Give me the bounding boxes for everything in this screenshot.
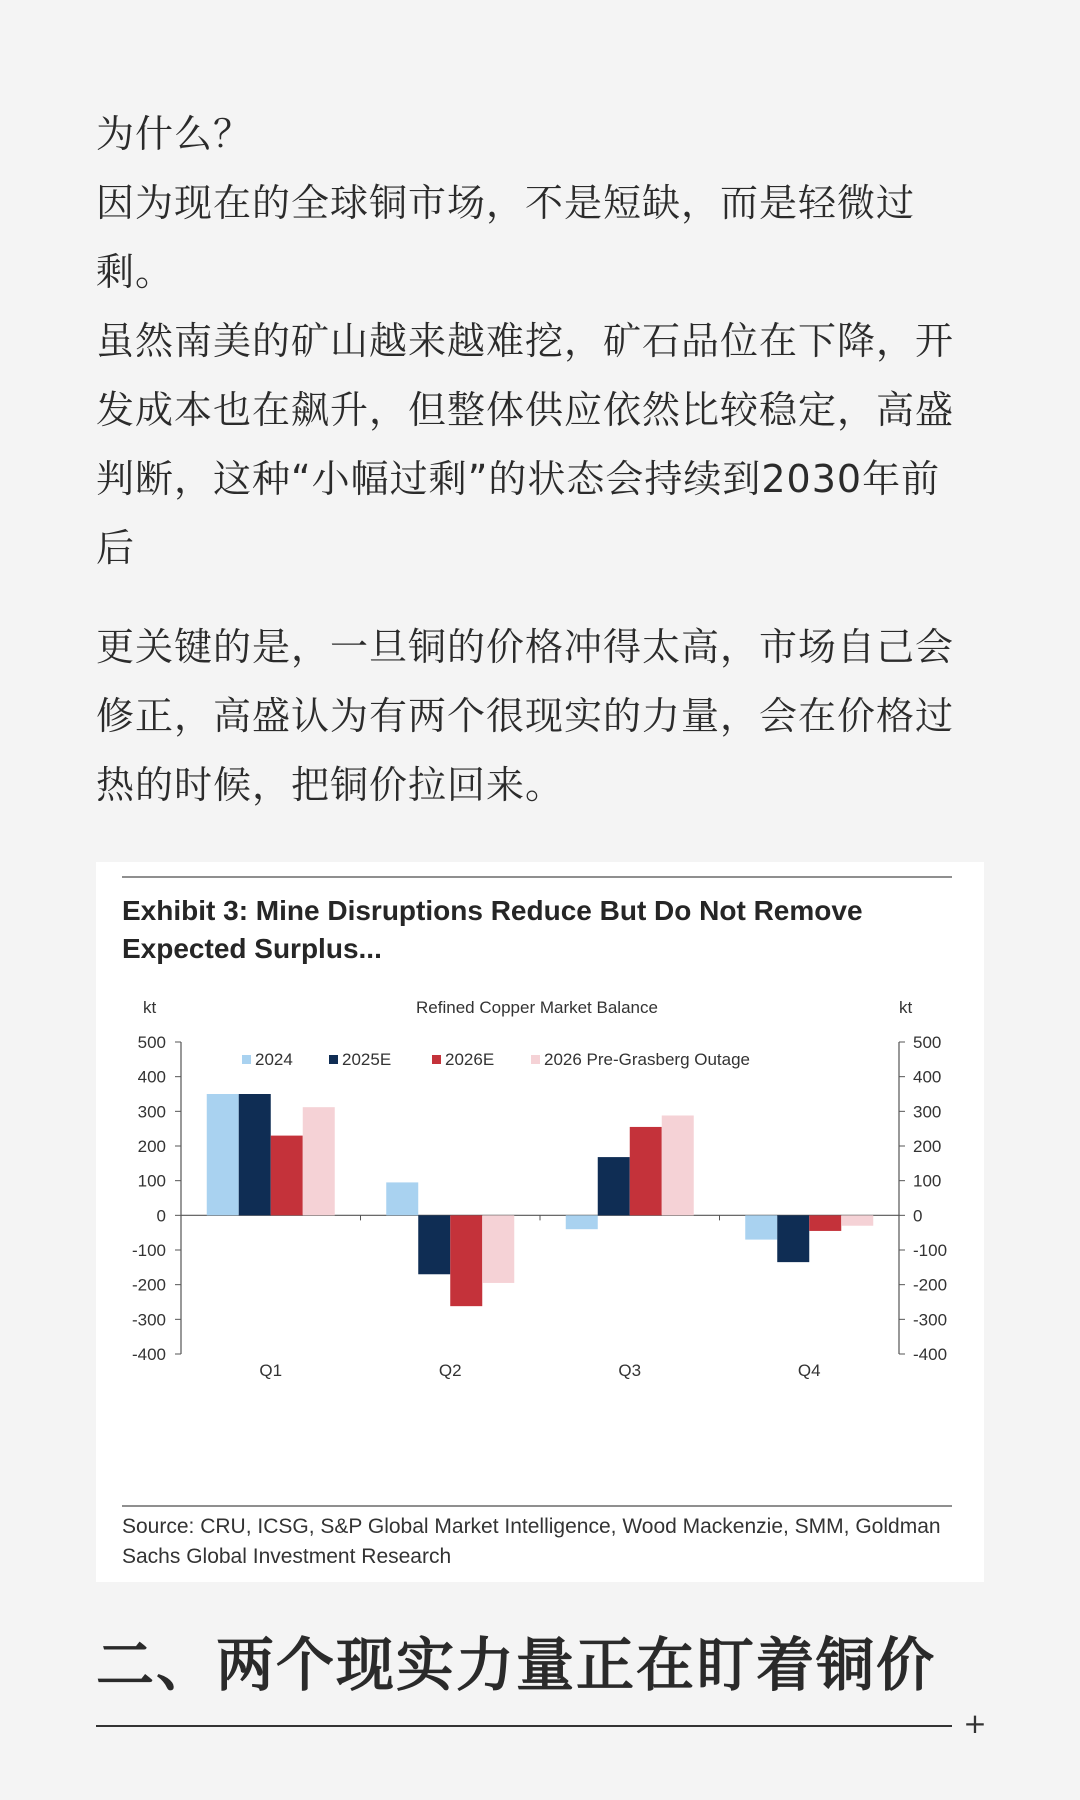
- y-tick-label-right: -300: [913, 1310, 948, 1330]
- bar-2026e-q3: [630, 1127, 662, 1215]
- y-tick-label-right: 300: [913, 1102, 942, 1122]
- legend-label: 2025E: [342, 1050, 392, 1069]
- bar-2024-q1: [207, 1094, 239, 1215]
- section-heading: 二、两个现实力量正在盯着铜价: [96, 1631, 937, 1699]
- bar-2026-pre-grasberg-outage-q3: [662, 1115, 694, 1215]
- bar-2026e-q4: [809, 1215, 841, 1231]
- figure-bottom-rule: [122, 1505, 952, 1507]
- plus-icon[interactable]: +: [963, 1707, 987, 1740]
- legend-swatch: [242, 1055, 251, 1064]
- text-line: 修正，高盛认为有两个很现实的力量，会在价格过: [96, 694, 955, 738]
- y-tick-label-right: 400: [913, 1067, 942, 1087]
- text-line: 发成本也在飙升，但整体供应依然比较稳定，高盛: [96, 388, 955, 432]
- bar-2024-q4: [745, 1215, 777, 1239]
- legend-swatch: [432, 1055, 441, 1064]
- y-tick-label-right: 500: [913, 1033, 942, 1052]
- y-tick-label-right: -100: [913, 1241, 948, 1260]
- y-tick-label-left: -400: [131, 1345, 166, 1364]
- figure-source: Source: CRU, ICSG, S&P Global Market Intelligence, Wood Mackenzie, SMM, Goldman Sachs Global Investment Research: [122, 1515, 941, 1568]
- paragraph-1: [96, 100, 984, 583]
- article-body: [96, 100, 984, 820]
- legend-label: 2026E: [445, 1050, 495, 1069]
- text-line: 热的时候，把铜价拉回来。: [96, 763, 565, 807]
- text-line: 虽然南美的矿山越来越难挖，矿石品位在下降，开: [96, 319, 955, 363]
- y-axis-unit-right: kt: [899, 998, 913, 1017]
- y-tick-label-left: 200: [137, 1137, 166, 1156]
- bar-2025e-q1: [239, 1094, 271, 1215]
- bar-2025e-q3: [598, 1157, 630, 1215]
- y-tick-label-right: 100: [913, 1171, 942, 1191]
- exhibit-figure: [96, 862, 984, 1582]
- figure-top-rule: [122, 876, 952, 878]
- bar-chart: [96, 982, 984, 1482]
- y-tick-label-left: 400: [137, 1067, 166, 1087]
- text-line: 更关键的是，一旦铜的价格冲得太高，市场自己会: [96, 625, 955, 669]
- paragraph-2: [96, 613, 984, 820]
- text-line: 为什么？: [96, 112, 253, 156]
- y-tick-label-left: -300: [131, 1310, 166, 1330]
- bar-2026-pre-grasberg-outage-q2: [482, 1215, 514, 1283]
- figure-title: Exhibit 3: Mine Disruptions Reduce But Do Not Remove Expected Surplus...: [122, 895, 863, 964]
- legend-label: 2026 Pre-Grasberg Outage: [544, 1050, 751, 1069]
- text-line: 判断，这种“小幅过剩”的状态会持续到2030年前: [96, 457, 941, 501]
- x-tick-label: Q4: [797, 1361, 821, 1380]
- y-tick-label-right: 200: [913, 1137, 942, 1156]
- text-line: 因为现在的全球铜市场，不是短缺，而是轻微过: [96, 181, 916, 225]
- x-tick-label: Q3: [618, 1361, 642, 1380]
- y-tick-label-left: 0: [156, 1206, 166, 1226]
- y-tick-label-left: -200: [131, 1275, 166, 1295]
- y-tick-label-left: 100: [137, 1171, 166, 1191]
- y-tick-label-right: -200: [913, 1275, 948, 1295]
- bar-2026e-q2: [450, 1215, 482, 1306]
- x-tick-label: Q2: [438, 1361, 462, 1380]
- bar-2025e-q4: [777, 1215, 809, 1262]
- y-tick-label-right: -400: [913, 1345, 948, 1364]
- y-tick-label-left: 500: [137, 1033, 166, 1052]
- y-tick-label-left: 300: [137, 1102, 166, 1122]
- bar-2024-q3: [566, 1215, 598, 1229]
- bar-2026-pre-grasberg-outage-q4: [841, 1215, 873, 1225]
- legend-swatch: [531, 1055, 540, 1064]
- text-line: 剩。: [96, 250, 175, 294]
- text-line: 后: [96, 526, 136, 570]
- bar-2025e-q2: [418, 1215, 450, 1274]
- y-axis-unit-left: kt: [143, 998, 157, 1017]
- bar-2024-q2: [386, 1182, 418, 1215]
- chart-title: Refined Copper Market Balance: [416, 998, 658, 1017]
- legend-swatch: [329, 1055, 338, 1064]
- heading-underline: [96, 1725, 952, 1727]
- legend-label: 2024: [255, 1050, 293, 1069]
- bar-2026-pre-grasberg-outage-q1: [303, 1107, 335, 1215]
- y-tick-label-right: 0: [913, 1206, 923, 1226]
- bar-2026e-q1: [271, 1136, 303, 1216]
- y-tick-label-left: -100: [131, 1241, 166, 1260]
- x-tick-label: Q1: [259, 1361, 283, 1380]
